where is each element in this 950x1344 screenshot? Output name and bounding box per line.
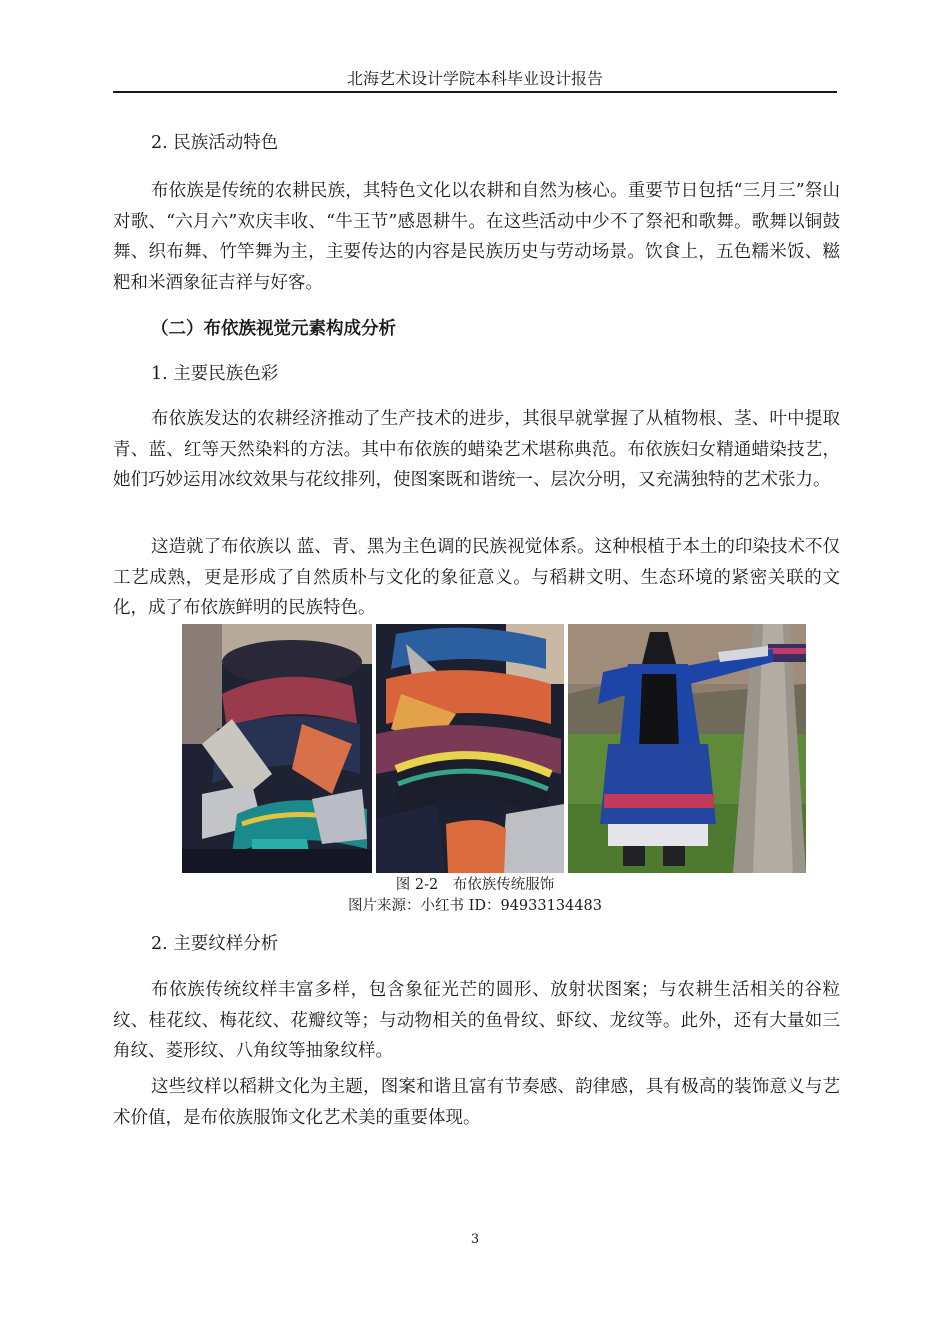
paragraph-patterns-1: 布依族传统纹样丰富多样，包含象征光芒的圆形、放射状图案；与农耕生活相关的谷粒纹、桂花纹、梅花纹、花瓣纹等；与动物相关的鱼骨纹、虾纹、龙纹等。此外，还有大量如三角纹、菱形纹、八角纹等抽象纹样。 bbox=[113, 980, 840, 1061]
figure-traditional-costume bbox=[182, 624, 806, 873]
paragraph-colors-1: 布依族发达的农耕经济推动了生产技术的进步，其很早就掌握了从植物根、茎、叶中提取青、蓝、红等天然染料的方法。其中布依族的蜡染艺术堪称典范。布依族妇女精通蜡染技艺，她们巧妙运用冰纹效果与花纹排列，使图案既和谐统一、层次分明，又充满独特的艺术张力。 bbox=[113, 409, 840, 490]
figure-source: 图片来源：小红书 ID：94933134483 bbox=[348, 898, 602, 914]
paragraph-patterns-2: 这些纹样以稻耕文化为主题，图案和谐且富有节奏感、韵律感，具有极高的装饰意义与艺术价值，是布依族服饰文化艺术美的重要体现。 bbox=[113, 1077, 840, 1128]
paragraph-activity: 布依族是传统的农耕民族，其特色文化以农耕和自然为核心。重要节日包括“三月三”祭山对歌、“六月六”欢庆丰收、“牛王节”感恩耕牛。在这些活动中少不了祭祀和歌舞。歌舞以铜鼓舞、织布舞、竹竿舞为主，主要传达的内容是民族历史与劳动场景。饮食上，五色糯米饭、糍粑和米酒象征吉祥与好客。 bbox=[113, 181, 840, 293]
page-number: 3 bbox=[470, 1232, 480, 1247]
running-header: 北海艺术设计学院本科毕业设计报告 bbox=[346, 69, 603, 88]
photo-embroidered-collars-1 bbox=[182, 624, 372, 873]
section-heading-patterns: 2. 主要纹样分析 bbox=[151, 934, 279, 954]
header-rule bbox=[113, 91, 837, 93]
section-heading-visual-elements: （二）布依族视觉元素构成分析 bbox=[151, 319, 396, 339]
figure-caption: 图 2-2 布依族传统服饰 bbox=[395, 877, 555, 893]
photo-woman-in-costume bbox=[568, 624, 806, 873]
section-heading-colors: 1. 主要民族色彩 bbox=[151, 364, 279, 384]
photo-embroidered-collars-2 bbox=[376, 624, 564, 873]
paragraph-colors-2: 这造就了布依族以 蓝、青、黑为主色调的民族视觉体系。这种根植于本土的印染技术不仅工艺成熟，更是形成了自然质朴与文化的象征意义。与稻耕文明、生态环境的紧密关联的文化，成了布依族鲜明的民族特色。 bbox=[113, 537, 840, 618]
section-heading-activity: 2. 民族活动特色 bbox=[151, 133, 279, 153]
